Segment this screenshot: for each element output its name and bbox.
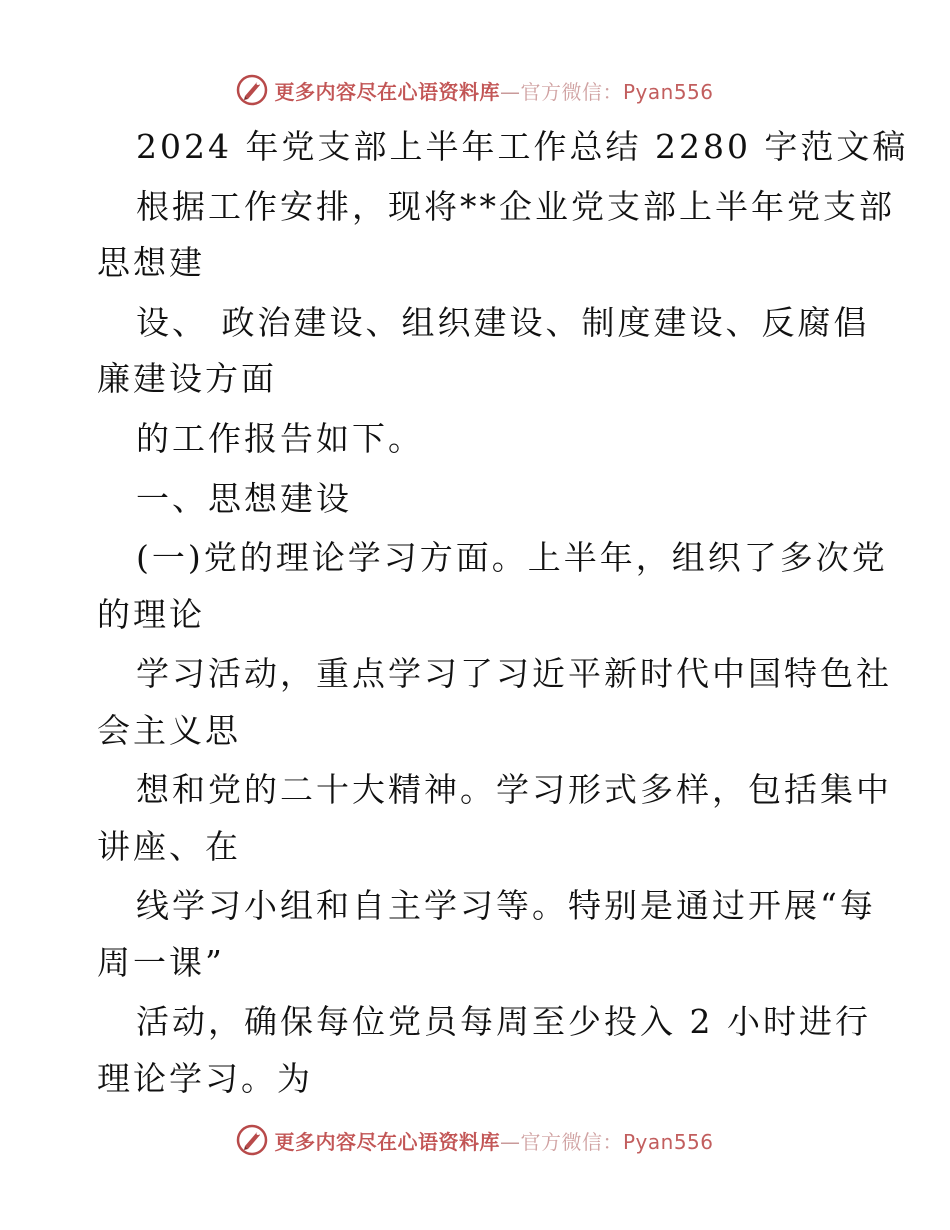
header-banner-main: 更多内容尽在心语资料库 bbox=[274, 79, 500, 104]
document-line: 活动，确保每位党员每周至少投入 2 小时进行 bbox=[136, 1002, 871, 1041]
footer-banner-wechat-label: 官方微信： bbox=[520, 1129, 623, 1154]
footer-banner-dash: — bbox=[499, 1129, 521, 1154]
document-line: 线学习小组和自主学习等。特别是通过开展“每 bbox=[136, 886, 876, 925]
header-banner bbox=[0, 70, 950, 110]
document-line: 廉建设方面 bbox=[97, 359, 277, 398]
footer-banner-main: 更多内容尽在心语资料库 bbox=[274, 1129, 500, 1154]
document-line: 周一课” bbox=[97, 943, 225, 982]
document-line: 会主义思 bbox=[97, 711, 241, 750]
document-title: 2024 年党支部上半年工作总结 2280 字范文稿 bbox=[136, 127, 909, 166]
document-line: 思想建 bbox=[97, 243, 205, 282]
header-banner-wechat-label: 官方微信： bbox=[520, 79, 623, 104]
footer-banner bbox=[0, 1120, 950, 1160]
footer-banner-text bbox=[274, 1126, 713, 1155]
section-heading: 一、思想建设 bbox=[136, 479, 352, 518]
header-banner-text bbox=[274, 76, 713, 105]
document-line: 设、 政治建设、组织建设、制度建设、反腐倡 bbox=[136, 303, 870, 342]
document-line: 理论学习。为 bbox=[97, 1059, 313, 1098]
brand-logo-icon bbox=[236, 1124, 268, 1156]
document-line: 讲座、在 bbox=[97, 827, 241, 866]
document-line: 的工作报告如下。 bbox=[136, 419, 424, 458]
document-line: 根据工作安排，现将**企业党支部上半年党支部 bbox=[136, 187, 895, 226]
document-line: 学习活动，重点学习了习近平新时代中国特色社 bbox=[136, 654, 892, 693]
header-banner-dash: — bbox=[499, 79, 521, 104]
brand-logo-icon bbox=[236, 74, 268, 106]
document-line: (一)党的理论学习方面。上半年，组织了多次党 bbox=[136, 538, 888, 577]
header-banner-handle: Pyan556 bbox=[622, 79, 714, 104]
document-line: 的理论 bbox=[97, 595, 205, 634]
footer-banner-handle: Pyan556 bbox=[622, 1129, 714, 1154]
document-line: 想和党的二十大精神。学习形式多样，包括集中 bbox=[136, 770, 892, 809]
